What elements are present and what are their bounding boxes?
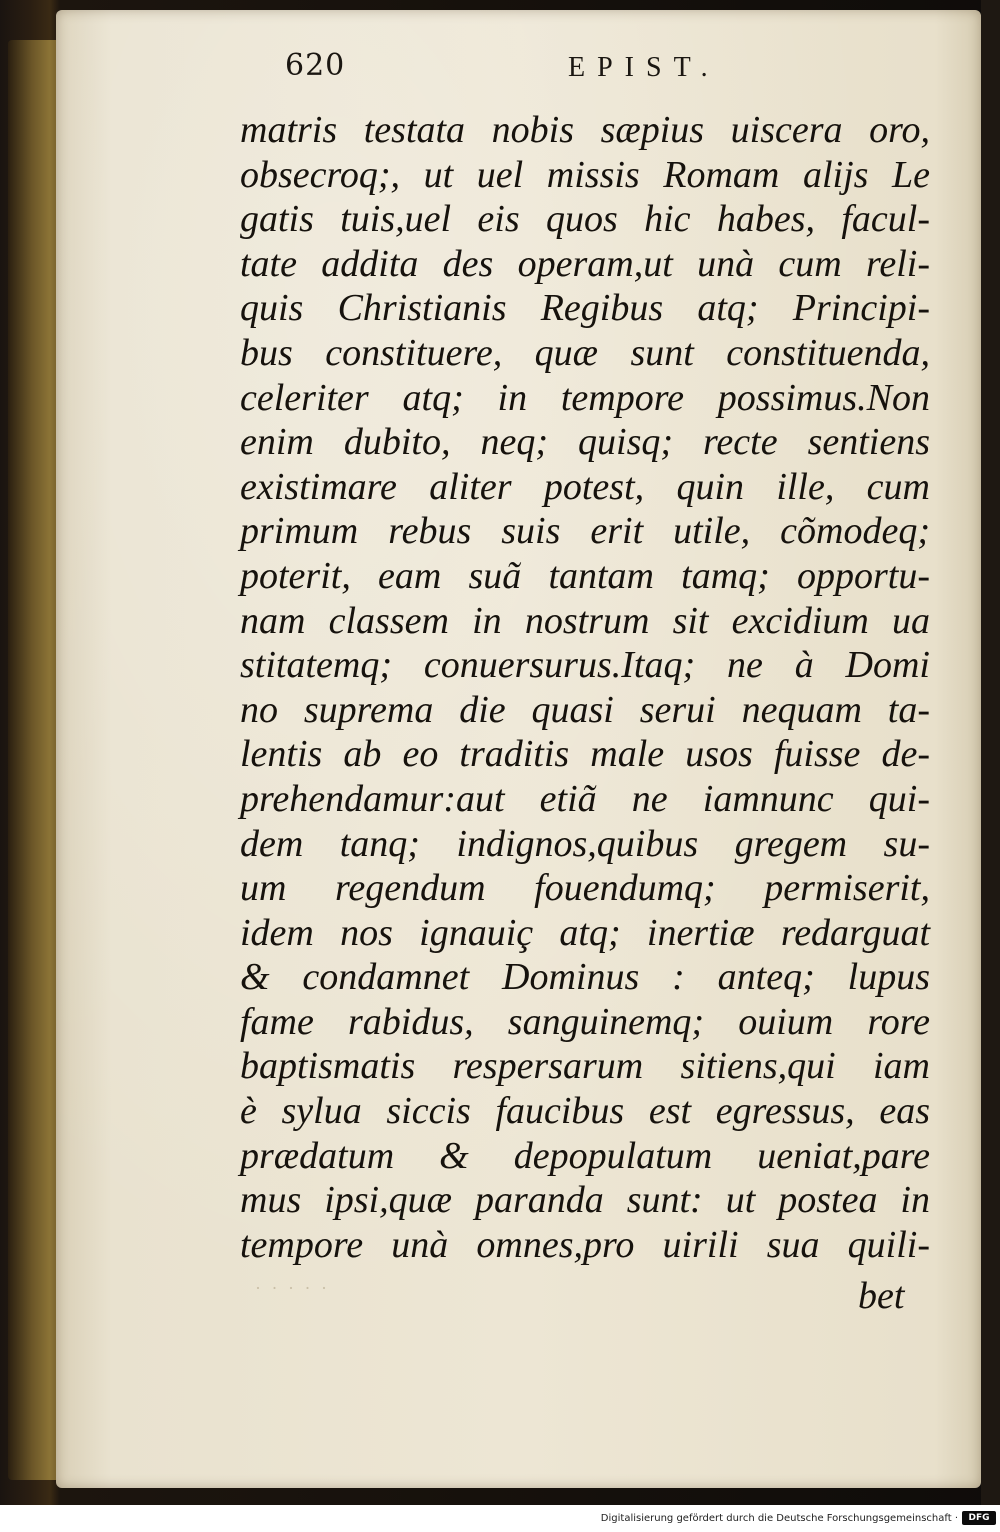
text-line: primum rebus suis erit utile, cõmodeq; <box>240 510 930 553</box>
catchword: bet <box>858 1275 905 1317</box>
text-line: & condamnet Dominus : anteq; lupus <box>240 956 930 999</box>
text-line: poterit, eam suã tantam tamq; opportu- <box>240 554 930 597</box>
text-line: tempore unà omnes,pro uirili sua quili- <box>240 1223 930 1266</box>
text-line: obsecroq;, ut uel missis Romam alijs Le <box>240 153 930 196</box>
text-line: quis Christianis Regibus atq; Principi- <box>240 287 930 330</box>
text-line: celeriter atq; in tempore possimus.Non <box>240 376 930 419</box>
text-line: idem nos ignauiç atq; inertiæ redarguat <box>240 911 930 954</box>
text-line: bus constituere, quæ sunt constituenda, <box>240 331 930 374</box>
text-line: no suprema die quasi serui nequam ta- <box>240 688 930 731</box>
text-line: existimare aliter potest, quin ille, cum <box>240 465 930 508</box>
text-line: fame rabidus, sanguinemq; ouium rore <box>240 1000 930 1043</box>
show-through-mark: · · · · · <box>255 1278 330 1298</box>
running-head: EPIST. <box>568 52 720 83</box>
scan-right-border <box>981 0 1000 1505</box>
dfg-logo: DFG <box>962 1511 996 1525</box>
text-line: è sylua siccis faucibus est egressus, eas <box>240 1090 930 1133</box>
text-line: stitatemq; conuersurus.Itaq; ne à Domi <box>240 644 930 687</box>
text-line: nam classem in nostrum sit excidium ua <box>240 599 930 642</box>
text-line: dem tanq; indignos,quibus gregem su- <box>240 822 930 865</box>
text-line: prehendamur:aut etiã ne iamnunc qui- <box>240 777 930 820</box>
text-line: prædatum & depopulatum ueniat,pare <box>240 1134 930 1177</box>
text-line: lentis ab eo traditis male usos fuisse de- <box>240 733 930 776</box>
footer-credit: Digitalisierung gefördert durch die Deutsche Forschungsgemeinschaft · <box>600 1513 958 1524</box>
text-line: enim dubito, neq; quisq; recte sentiens <box>240 421 930 464</box>
page-number: 620 <box>285 48 346 83</box>
text-line: matris testata nobis sæpius uiscera oro, <box>240 109 930 151</box>
text-line: gatis tuis,uel eis quos hic habes, facul- <box>240 198 930 241</box>
text-line: tate addita des operam,ut unà cum reli- <box>240 242 930 285</box>
text-line: mus ipsi,quæ paranda sunt: ut postea in <box>240 1179 930 1222</box>
text-line: baptismatis respersarum sitiens,qui iam <box>240 1045 930 1088</box>
body-text <box>240 108 930 1267</box>
text-line: um regendum fouendumq; permiserit, <box>240 867 930 910</box>
